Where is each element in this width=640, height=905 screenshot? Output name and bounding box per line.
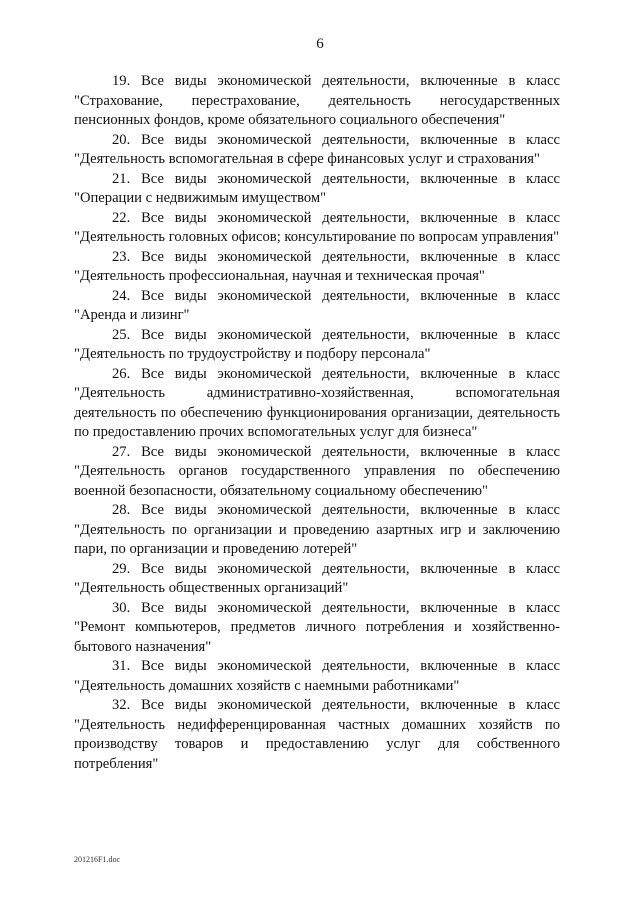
list-item: [74, 248, 560, 287]
list-item-class-name: "Деятельность по трудоустройству и подбору персонала": [74, 346, 431, 362]
list-item: [74, 131, 560, 170]
list-item-class-name: "Деятельность недифференцированная частных домашних хозяйств по производству товаров и предоставлению услуг для собственного потребления": [74, 716, 560, 772]
list-item: [74, 326, 560, 365]
list-item-lead: 19. Все виды экономической деятельности, включенные в класс: [112, 73, 560, 89]
list-item-lead: 22. Все виды экономической деятельности, включенные в класс: [112, 209, 560, 226]
list-item-lead: 25. Все виды экономической деятельности, включенные в класс: [112, 326, 560, 343]
list-item-lead: 26. Все виды экономической деятельности, включенные в класс: [112, 365, 560, 382]
list-item: [74, 560, 560, 599]
list-item-lead: 20. Все виды экономической деятельности, включенные в класс: [112, 131, 560, 148]
list-item-lead: 29. Все виды экономической деятельности, включенные в класс: [112, 560, 560, 577]
list-item-lead: 27. Все виды экономической деятельности, включенные в класс: [112, 443, 560, 460]
list-item-lead: 32. Все виды экономической деятельности, включенные в класс: [112, 697, 560, 713]
document-file-code: 201216F1.doc: [74, 855, 120, 864]
list-item-class-name: "Деятельность профессиональная, научная и техническая прочая": [74, 268, 485, 284]
list-item-class-name: "Деятельность по организации и проведению азартных игр и заключению пари, по организации и проведению лотерей": [74, 521, 560, 557]
list-item-class-name: "Деятельность органов государственного управления по обеспечению военной безопасности, обязательному социальному обеспечению": [74, 463, 560, 499]
list-item-lead: 31. Все виды экономической деятельности, включенные в класс: [112, 658, 560, 674]
document-body: [74, 72, 560, 774]
list-item-class-name: "Деятельность общественных организаций": [74, 580, 349, 596]
list-item: [74, 287, 560, 326]
list-item-lead: 30. Все виды экономической деятельности, включенные в класс: [112, 599, 560, 616]
page-number: 6: [316, 36, 324, 52]
list-item: [74, 599, 560, 658]
list-item: [74, 170, 560, 209]
list-item: [74, 443, 560, 502]
list-item: [74, 657, 560, 696]
list-item-class-name: "Ремонт компьютеров, предметов личного потребления и хозяйственно-бытового назначения": [74, 619, 560, 655]
list-item: [74, 209, 560, 248]
list-item-class-name: "Деятельность вспомогательная в сфере финансовых услуг и страхования": [74, 151, 540, 167]
list-item: [74, 365, 560, 443]
list-item-class-name: "Деятельность административно-хозяйственная, вспомогательная деятельность по обеспечению функционирования организации, деятельность по предоставлению прочих вспомогательных услуг для бизнеса": [74, 385, 560, 440]
list-item-class-name: "Деятельность домашних хозяйств с наемными работниками": [74, 677, 460, 694]
list-item-lead: 24. Все виды экономической деятельности, включенные в класс: [112, 287, 560, 304]
list-item-lead: 23. Все виды экономической деятельности, включенные в класс: [112, 248, 560, 265]
list-item-class-name: "Страхование, перестрахование, деятельность негосударственных пенсионных фондов, кроме обязательного социального обеспечения": [74, 92, 560, 128]
list-item-class-name: "Операции с недвижимым имуществом": [74, 190, 327, 206]
list-item: [74, 696, 560, 774]
list-item: [74, 72, 560, 131]
list-item-class-name: "Деятельность головных офисов; консультирование по вопросам управления": [74, 229, 560, 245]
list-item-class-name: "Аренда и лизинг": [74, 307, 190, 323]
list-item-lead: 28. Все виды экономической деятельности, включенные в класс: [112, 502, 560, 518]
list-item-lead: 21. Все виды экономической деятельности, включенные в класс: [112, 170, 560, 187]
list-item: [74, 501, 560, 560]
